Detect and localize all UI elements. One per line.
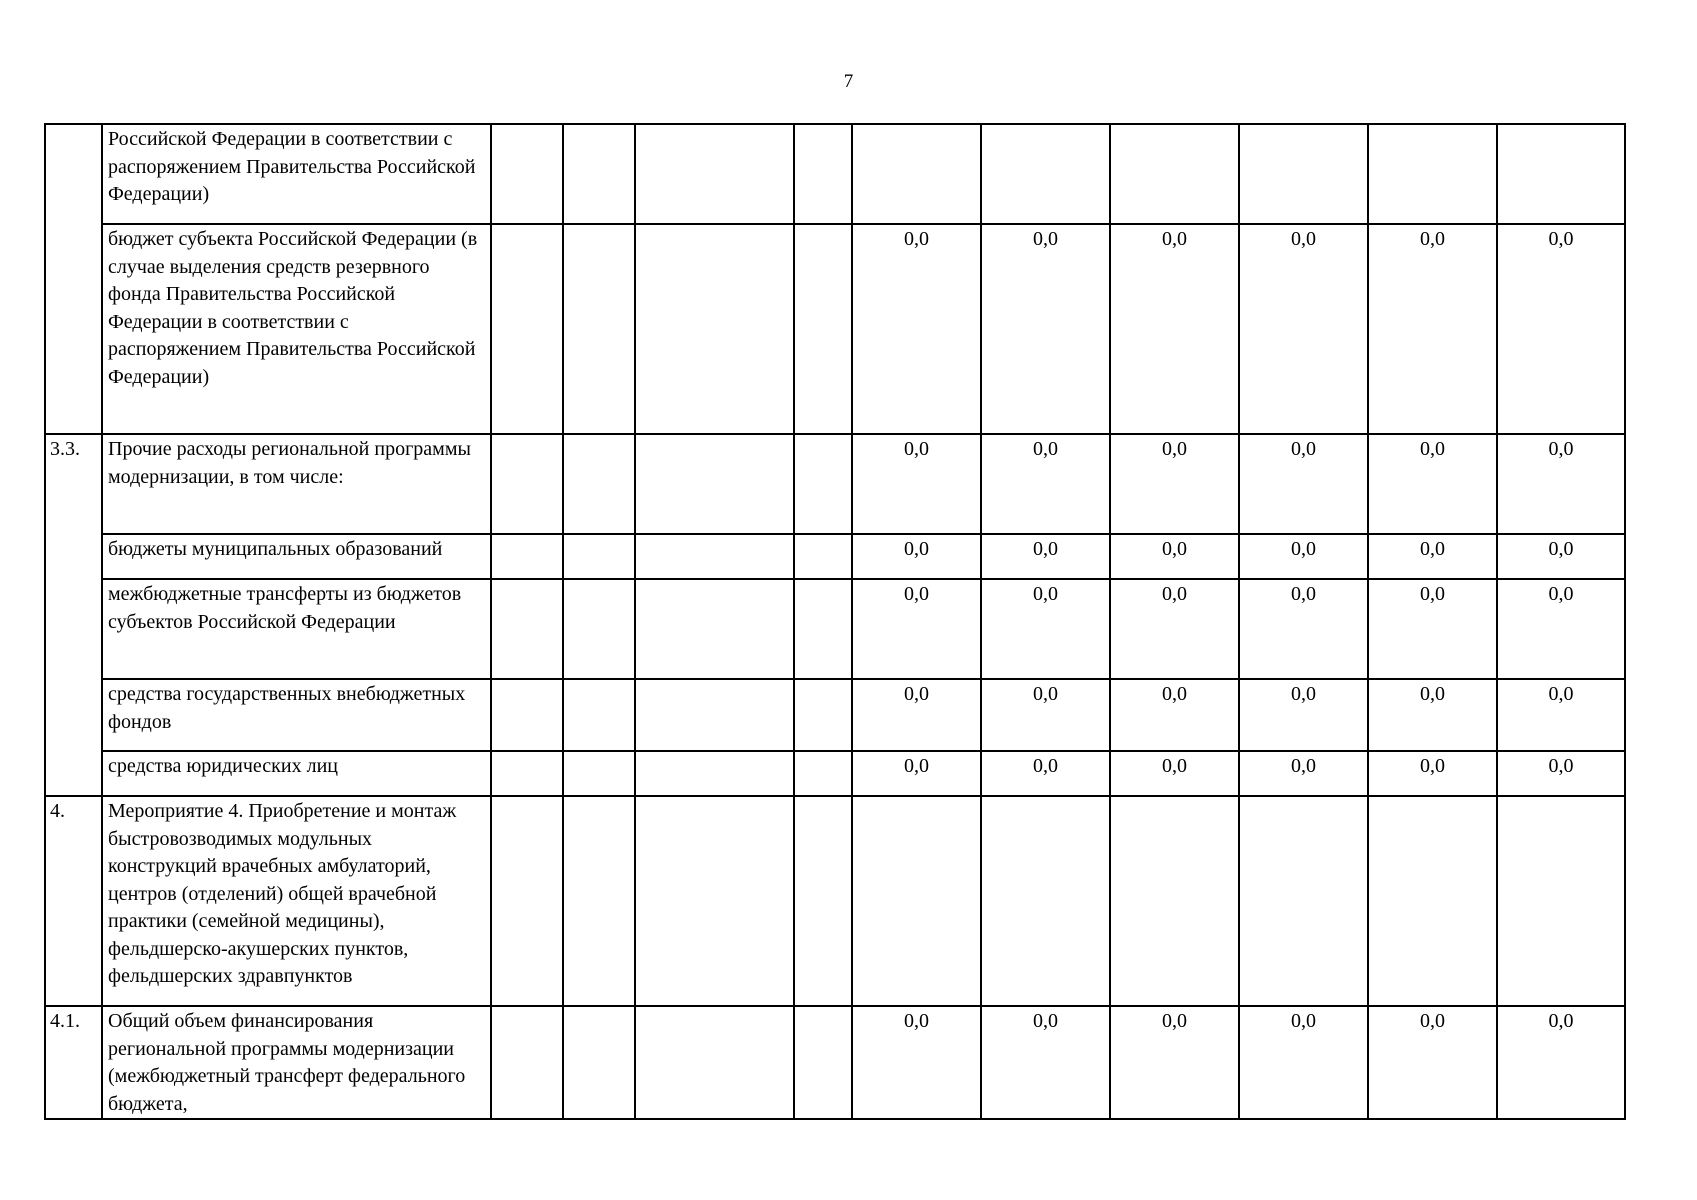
empty-cell	[794, 434, 852, 534]
row-label: межбюджетные трансферты из бюджетов субъектов Российской Федерации	[102, 579, 491, 679]
value-cell	[852, 796, 981, 1006]
empty-cell	[491, 796, 563, 1006]
empty-cell	[635, 579, 794, 679]
value-cell: 0,0	[1497, 751, 1625, 796]
row-index	[45, 679, 102, 751]
value-cell: 0,0	[1239, 579, 1368, 679]
empty-cell	[563, 124, 635, 224]
value-cell	[981, 796, 1110, 1006]
value-cell: 0,0	[852, 534, 981, 579]
empty-cell	[794, 579, 852, 679]
empty-cell	[635, 751, 794, 796]
value-cell: 0,0	[1368, 1006, 1497, 1119]
row-index	[45, 124, 102, 224]
row-label: средства юридических лиц	[102, 751, 491, 796]
empty-cell	[635, 534, 794, 579]
value-cell	[1497, 796, 1625, 1006]
value-cell: 0,0	[852, 1006, 981, 1119]
row-index	[45, 751, 102, 796]
row-label: Мероприятие 4. Приобретение и монтаж быстровозводимых модульных конструкций врачебных амбулаторий, центров (отделений) общей врачебной практики (семейной медицины), фельдшерско-акушерских пунктов, фельдшерских здравпунктов	[102, 796, 491, 1006]
value-cell: 0,0	[1239, 534, 1368, 579]
empty-cell	[794, 534, 852, 579]
empty-cell	[491, 679, 563, 751]
budget-table	[44, 123, 1626, 1120]
row-index	[45, 579, 102, 679]
row-label: Прочие расходы региональной программы модернизации, в том числе:	[102, 434, 491, 534]
row-label: Общий объем финансирования региональной программы модернизации (межбюджетный трансферт федерального бюджета,	[102, 1006, 491, 1119]
value-cell: 0,0	[852, 579, 981, 679]
table-body	[45, 124, 1625, 1119]
value-cell: 0,0	[981, 579, 1110, 679]
value-cell: 0,0	[981, 1006, 1110, 1119]
empty-cell	[794, 751, 852, 796]
row-label: бюджеты муниципальных образований	[102, 534, 491, 579]
value-cell: 0,0	[852, 434, 981, 534]
value-cell: 0,0	[981, 679, 1110, 751]
empty-cell	[491, 1006, 563, 1119]
table-row	[45, 751, 1625, 796]
empty-cell	[491, 224, 563, 434]
value-cell: 0,0	[1497, 224, 1625, 434]
empty-cell	[491, 534, 563, 579]
row-label: бюджет субъекта Российской Федерации (в случае выделения средств резервного фонда Правительства Российской Федерации в соответствии с распоряжением Правительства Российской Федерации)	[102, 224, 491, 434]
value-cell: 0,0	[852, 224, 981, 434]
empty-cell	[794, 224, 852, 434]
empty-cell	[635, 796, 794, 1006]
empty-cell	[563, 434, 635, 534]
value-cell: 0,0	[1110, 751, 1239, 796]
value-cell: 0,0	[1110, 224, 1239, 434]
value-cell	[1239, 124, 1368, 224]
value-cell: 0,0	[1110, 534, 1239, 579]
empty-cell	[635, 679, 794, 751]
empty-cell	[563, 224, 635, 434]
value-cell: 0,0	[981, 224, 1110, 434]
empty-cell	[491, 124, 563, 224]
page-number: 7	[843, 71, 854, 92]
empty-cell	[491, 751, 563, 796]
empty-cell	[563, 1006, 635, 1119]
value-cell: 0,0	[981, 751, 1110, 796]
value-cell: 0,0	[1368, 579, 1497, 679]
value-cell	[1110, 124, 1239, 224]
value-cell: 0,0	[1239, 679, 1368, 751]
row-label: Российской Федерации в соответствии с распоряжением Правительства Российской Федерации)	[102, 124, 491, 224]
value-cell: 0,0	[1239, 434, 1368, 534]
row-label: средства государственных внебюджетных фондов	[102, 679, 491, 751]
value-cell: 0,0	[1497, 534, 1625, 579]
table-row	[45, 1006, 1625, 1119]
row-index	[45, 224, 102, 434]
empty-cell	[794, 1006, 852, 1119]
table-row	[45, 534, 1625, 579]
value-cell	[1368, 796, 1497, 1006]
value-cell	[1239, 796, 1368, 1006]
value-cell: 0,0	[1497, 434, 1625, 534]
value-cell: 0,0	[1497, 679, 1625, 751]
value-cell	[1497, 124, 1625, 224]
row-index: 3.3.	[45, 434, 102, 534]
value-cell: 0,0	[1110, 434, 1239, 534]
value-cell: 0,0	[1497, 579, 1625, 679]
value-cell: 0,0	[1497, 1006, 1625, 1119]
value-cell	[852, 124, 981, 224]
row-index: 4.	[45, 796, 102, 1006]
value-cell: 0,0	[1368, 751, 1497, 796]
empty-cell	[635, 224, 794, 434]
empty-cell	[563, 796, 635, 1006]
value-cell: 0,0	[1368, 224, 1497, 434]
value-cell	[981, 124, 1110, 224]
value-cell	[1368, 124, 1497, 224]
empty-cell	[635, 124, 794, 224]
empty-cell	[635, 434, 794, 534]
table-row	[45, 224, 1625, 434]
table-row	[45, 124, 1625, 224]
value-cell: 0,0	[1239, 1006, 1368, 1119]
table-row	[45, 679, 1625, 751]
empty-cell	[794, 679, 852, 751]
empty-cell	[491, 434, 563, 534]
value-cell: 0,0	[852, 679, 981, 751]
value-cell: 0,0	[1110, 1006, 1239, 1119]
empty-cell	[794, 796, 852, 1006]
table-row	[45, 579, 1625, 679]
empty-cell	[491, 579, 563, 679]
empty-cell	[563, 579, 635, 679]
value-cell: 0,0	[1368, 679, 1497, 751]
empty-cell	[635, 1006, 794, 1119]
empty-cell	[563, 751, 635, 796]
empty-cell	[563, 679, 635, 751]
value-cell: 0,0	[1368, 534, 1497, 579]
value-cell: 0,0	[1110, 579, 1239, 679]
row-index: 4.1.	[45, 1006, 102, 1119]
value-cell: 0,0	[981, 534, 1110, 579]
value-cell: 0,0	[1368, 434, 1497, 534]
value-cell: 0,0	[1110, 679, 1239, 751]
value-cell	[1110, 796, 1239, 1006]
row-index	[45, 534, 102, 579]
value-cell: 0,0	[852, 751, 981, 796]
value-cell: 0,0	[1239, 224, 1368, 434]
value-cell: 0,0	[981, 434, 1110, 534]
empty-cell	[794, 124, 852, 224]
table-row	[45, 434, 1625, 534]
empty-cell	[563, 534, 635, 579]
value-cell: 0,0	[1239, 751, 1368, 796]
table-row	[45, 796, 1625, 1006]
